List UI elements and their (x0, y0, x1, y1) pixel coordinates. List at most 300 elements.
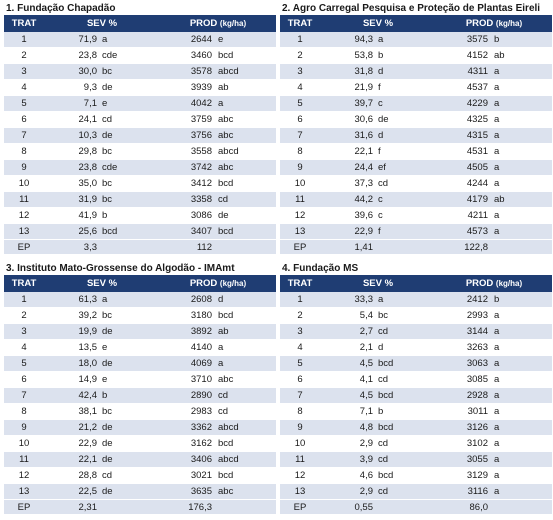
sev-letter-cell: de (102, 80, 160, 96)
results-table (4, 275, 276, 514)
sev-letter-cell: bcd (102, 224, 160, 240)
sev-value-cell: 37,3 (320, 176, 378, 192)
trat-cell: 8 (280, 144, 320, 160)
results-table (4, 15, 276, 254)
prod-letter-cell: ab (218, 80, 276, 96)
prod-letter-cell: a (494, 96, 552, 112)
sev-letter-cell: cd (378, 452, 436, 468)
table-row (4, 340, 276, 356)
prod-value-cell: 3578 (160, 64, 218, 80)
prod-value-cell: 3742 (160, 160, 218, 176)
ep-row (280, 500, 552, 515)
sev-letter-cell: a (378, 292, 436, 308)
prod-value-cell: 4315 (436, 128, 494, 144)
prod-value-cell: 4211 (436, 208, 494, 224)
sev-value-cell: 2,7 (320, 324, 378, 340)
table-row (4, 308, 276, 324)
prod-letter-cell: a (494, 128, 552, 144)
prod-letter-cell: abcd (218, 452, 276, 468)
table-row (280, 372, 552, 388)
sev-letter-cell: b (102, 388, 160, 404)
sev-letter-cell: bc (102, 404, 160, 420)
prod-letter-cell: e (218, 32, 276, 48)
panel-title: 1. Fundação Chapadão (6, 3, 116, 14)
prod-value-cell: 3407 (160, 224, 218, 240)
prod-value-cell: 3558 (160, 144, 218, 160)
table-row (4, 192, 276, 208)
prod-value-cell: 3129 (436, 468, 494, 484)
header-prod (160, 275, 276, 292)
sev-value-cell: 41,9 (44, 208, 102, 224)
prod-value-cell: 2412 (436, 292, 494, 308)
trat-cell: 7 (4, 388, 44, 404)
sev-letter-cell: bc (102, 144, 160, 160)
trat-cell: 10 (280, 176, 320, 192)
sev-value-cell: 3,9 (320, 452, 378, 468)
prod-value-cell: 2608 (160, 292, 218, 308)
sev-letter-cell: a (378, 32, 436, 48)
prod-letter-cell: a (494, 388, 552, 404)
ep-prod-blank (218, 500, 276, 515)
prod-letter-cell: a (218, 96, 276, 112)
table-row (280, 96, 552, 112)
prod-value-cell: 2928 (436, 388, 494, 404)
sev-letter-cell: bc (102, 64, 160, 80)
header-prod-unit: (kg/ha) (219, 19, 247, 28)
prod-letter-cell: bcd (218, 468, 276, 484)
ep-sev-value: 1,41 (320, 240, 378, 255)
prod-letter-cell: abcd (218, 64, 276, 80)
table-header-row (280, 275, 552, 292)
table-row (280, 224, 552, 240)
sev-letter-cell: c (378, 192, 436, 208)
ep-sev-blank (102, 240, 160, 255)
trat-cell: 1 (280, 292, 320, 308)
prod-value-cell: 3162 (160, 436, 218, 452)
table-row (4, 176, 276, 192)
sev-letter-cell: cd (102, 468, 160, 484)
sev-value-cell: 22,9 (44, 436, 102, 452)
sev-value-cell: 44,2 (320, 192, 378, 208)
sev-value-cell: 22,1 (320, 144, 378, 160)
prod-value-cell: 3063 (436, 356, 494, 372)
sev-letter-cell: de (102, 324, 160, 340)
trat-cell: 5 (4, 356, 44, 372)
sev-letter-cell: c (378, 208, 436, 224)
trat-cell: 3 (280, 324, 320, 340)
prod-value-cell: 3021 (160, 468, 218, 484)
prod-value-cell: 3126 (436, 420, 494, 436)
prod-letter-cell: a (494, 468, 552, 484)
sev-value-cell: 21,2 (44, 420, 102, 436)
prod-value-cell: 3939 (160, 80, 218, 96)
sev-value-cell: 30,6 (320, 112, 378, 128)
prod-letter-cell: a (494, 208, 552, 224)
prod-letter-cell: de (218, 208, 276, 224)
prod-letter-cell: a (494, 340, 552, 356)
prod-value-cell: 4229 (436, 96, 494, 112)
sev-value-cell: 22,9 (320, 224, 378, 240)
prod-letter-cell: a (218, 340, 276, 356)
header-prod-unit: (kg/ha) (495, 279, 523, 288)
header-prod-unit: (kg/ha) (219, 279, 247, 288)
prod-letter-cell: a (494, 308, 552, 324)
ep-label: EP (4, 240, 44, 255)
trat-cell: 13 (280, 484, 320, 500)
ep-row (280, 240, 552, 255)
prod-letter-cell: a (494, 452, 552, 468)
ep-sev-value: 0,55 (320, 500, 378, 515)
sev-value-cell: 4,6 (320, 468, 378, 484)
ep-prod-value: 112 (160, 240, 218, 255)
sev-letter-cell: a (102, 292, 160, 308)
trat-cell: 2 (4, 308, 44, 324)
prod-letter-cell: a (494, 484, 552, 500)
prod-letter-cell: cd (218, 404, 276, 420)
sev-value-cell: 4,5 (320, 388, 378, 404)
table-row (4, 468, 276, 484)
prod-letter-cell: a (494, 112, 552, 128)
header-sev: SEV % (44, 275, 160, 292)
trat-cell: 3 (4, 64, 44, 80)
header-prod (436, 15, 552, 32)
sev-letter-cell: de (102, 356, 160, 372)
sev-value-cell: 23,8 (44, 48, 102, 64)
sev-value-cell: 38,1 (44, 404, 102, 420)
sev-letter-cell: bcd (378, 388, 436, 404)
ep-label: EP (4, 500, 44, 515)
trat-cell: 4 (280, 340, 320, 356)
trat-cell: 11 (280, 192, 320, 208)
trat-cell: 10 (4, 436, 44, 452)
table-row (280, 292, 552, 308)
trat-cell: 6 (280, 372, 320, 388)
panel-title: 4. Fundação MS (282, 263, 359, 274)
prod-value-cell: 3892 (160, 324, 218, 340)
prod-value-cell: 3086 (160, 208, 218, 224)
table-row (280, 48, 552, 64)
prod-value-cell: 4179 (436, 192, 494, 208)
sev-letter-cell: cde (102, 48, 160, 64)
table-row (4, 420, 276, 436)
sev-value-cell: 2,9 (320, 436, 378, 452)
sev-letter-cell: cd (378, 484, 436, 500)
table-row (280, 452, 552, 468)
header-sev: SEV % (320, 15, 436, 32)
sev-letter-cell: b (378, 48, 436, 64)
prod-letter-cell: cd (218, 388, 276, 404)
prod-value-cell: 3710 (160, 372, 218, 388)
prod-letter-cell: bcd (218, 308, 276, 324)
trat-cell: 6 (4, 112, 44, 128)
sev-letter-cell: bcd (378, 420, 436, 436)
trat-cell: 9 (280, 160, 320, 176)
prod-value-cell: 3263 (436, 340, 494, 356)
panel-title: 3. Instituto Mato-Grossense do Algodão - IMAmt (6, 263, 235, 274)
trat-cell: 1 (4, 32, 44, 48)
prod-letter-cell: abc (218, 160, 276, 176)
sev-letter-cell: bcd (378, 468, 436, 484)
prod-letter-cell: a (494, 324, 552, 340)
prod-letter-cell: d (218, 292, 276, 308)
trat-cell: 10 (280, 436, 320, 452)
prod-value-cell: 3116 (436, 484, 494, 500)
trat-cell: 13 (280, 224, 320, 240)
sev-letter-cell: cd (378, 176, 436, 192)
table-row (280, 160, 552, 176)
prod-value-cell: 2983 (160, 404, 218, 420)
sev-value-cell: 25,6 (44, 224, 102, 240)
table-row (4, 208, 276, 224)
sev-value-cell: 28,8 (44, 468, 102, 484)
trat-cell: 8 (4, 404, 44, 420)
prod-letter-cell: a (494, 176, 552, 192)
prod-letter-cell: cd (218, 192, 276, 208)
prod-letter-cell: a (494, 160, 552, 176)
prod-letter-cell: abcd (218, 420, 276, 436)
table-row (280, 64, 552, 80)
table-row (280, 388, 552, 404)
prod-letter-cell: ab (494, 192, 552, 208)
prod-letter-cell: b (494, 292, 552, 308)
table-row (4, 128, 276, 144)
sev-value-cell: 24,4 (320, 160, 378, 176)
header-prod (436, 275, 552, 292)
sev-value-cell: 2,1 (320, 340, 378, 356)
trat-cell: 5 (280, 96, 320, 112)
prod-value-cell: 3635 (160, 484, 218, 500)
table-row (280, 208, 552, 224)
prod-value-cell: 4069 (160, 356, 218, 372)
trat-cell: 4 (280, 80, 320, 96)
prod-value-cell: 4311 (436, 64, 494, 80)
trat-cell: 7 (4, 128, 44, 144)
ep-prod-blank (494, 240, 552, 255)
sev-value-cell: 94,3 (320, 32, 378, 48)
ep-label: EP (280, 240, 320, 255)
panel-title: 2. Agro Carregal Pesquisa e Proteção de Plantas Eireli (282, 3, 541, 14)
sev-value-cell: 31,8 (320, 64, 378, 80)
results-table (280, 275, 552, 514)
sev-value-cell: 4,5 (320, 356, 378, 372)
sev-letter-cell: d (378, 64, 436, 80)
prod-letter-cell: a (494, 144, 552, 160)
trat-cell: 3 (4, 324, 44, 340)
ep-prod-value: 86,0 (436, 500, 494, 515)
sev-letter-cell: e (102, 96, 160, 112)
trat-cell: 12 (280, 208, 320, 224)
sev-letter-cell: cd (378, 324, 436, 340)
prod-letter-cell: a (494, 80, 552, 96)
prod-value-cell: 3180 (160, 308, 218, 324)
prod-value-cell: 3358 (160, 192, 218, 208)
trat-cell: 6 (280, 112, 320, 128)
header-trat: TRAT (4, 275, 44, 292)
table-row (4, 96, 276, 112)
prod-value-cell: 4505 (436, 160, 494, 176)
ep-prod-value: 122,8 (436, 240, 494, 255)
sev-value-cell: 53,8 (320, 48, 378, 64)
prod-letter-cell: ab (218, 324, 276, 340)
prod-value-cell: 4152 (436, 48, 494, 64)
sev-value-cell: 14,9 (44, 372, 102, 388)
prod-letter-cell: a (494, 404, 552, 420)
table-row (4, 160, 276, 176)
prod-value-cell: 3575 (436, 32, 494, 48)
table-row (280, 176, 552, 192)
sev-value-cell: 33,3 (320, 292, 378, 308)
table-row (280, 308, 552, 324)
trat-cell: 11 (4, 452, 44, 468)
header-sev: SEV % (44, 15, 160, 32)
trat-cell: 3 (280, 64, 320, 80)
trat-cell: 11 (4, 192, 44, 208)
table-row (4, 484, 276, 500)
trat-cell: 9 (280, 420, 320, 436)
sev-letter-cell: cde (102, 160, 160, 176)
sev-letter-cell: de (378, 112, 436, 128)
trat-cell: 13 (4, 484, 44, 500)
table-row (280, 356, 552, 372)
header-prod-label: PROD (465, 18, 494, 29)
table-row (280, 484, 552, 500)
prod-letter-cell: a (494, 64, 552, 80)
prod-letter-cell: ab (494, 48, 552, 64)
table-row (4, 64, 276, 80)
prod-value-cell: 3144 (436, 324, 494, 340)
prod-letter-cell: a (218, 356, 276, 372)
table-row (4, 404, 276, 420)
prod-value-cell: 4042 (160, 96, 218, 112)
sev-letter-cell: e (102, 372, 160, 388)
prod-value-cell: 3085 (436, 372, 494, 388)
prod-letter-cell: bcd (218, 224, 276, 240)
prod-value-cell: 3756 (160, 128, 218, 144)
prod-value-cell: 3102 (436, 436, 494, 452)
table-header-row (4, 275, 276, 292)
header-trat: TRAT (280, 15, 320, 32)
trat-cell: 4 (4, 340, 44, 356)
table-row (280, 144, 552, 160)
header-prod-label: PROD (189, 278, 218, 289)
sev-letter-cell: a (102, 32, 160, 48)
sev-value-cell: 2,9 (320, 484, 378, 500)
table-row (280, 112, 552, 128)
prod-letter-cell: b (494, 32, 552, 48)
ep-sev-value: 2,31 (44, 500, 102, 515)
prod-value-cell: 4537 (436, 80, 494, 96)
panel-imamt (4, 262, 276, 514)
trat-cell: 8 (280, 404, 320, 420)
sev-letter-cell: e (102, 340, 160, 356)
prod-value-cell: 3412 (160, 176, 218, 192)
prod-value-cell: 2993 (436, 308, 494, 324)
table-row (280, 420, 552, 436)
sev-value-cell: 7,1 (320, 404, 378, 420)
prod-letter-cell: a (494, 420, 552, 436)
table-row (280, 340, 552, 356)
sev-value-cell: 4,8 (320, 420, 378, 436)
table-row (4, 224, 276, 240)
sev-letter-cell: bc (102, 308, 160, 324)
sev-value-cell: 35,0 (44, 176, 102, 192)
table-row (280, 32, 552, 48)
table-row (4, 372, 276, 388)
sev-letter-cell: f (378, 144, 436, 160)
header-prod (160, 15, 276, 32)
prod-letter-cell: abc (218, 372, 276, 388)
prod-value-cell: 2644 (160, 32, 218, 48)
ep-prod-blank (494, 500, 552, 515)
table-row (4, 144, 276, 160)
sev-letter-cell: d (378, 340, 436, 356)
trat-cell: 1 (280, 32, 320, 48)
sev-value-cell: 29,8 (44, 144, 102, 160)
sev-letter-cell: b (102, 208, 160, 224)
trat-cell: 2 (280, 48, 320, 64)
sev-value-cell: 30,0 (44, 64, 102, 80)
sev-value-cell: 7,1 (44, 96, 102, 112)
sev-letter-cell: d (378, 128, 436, 144)
trat-cell: 2 (280, 308, 320, 324)
sev-value-cell: 24,1 (44, 112, 102, 128)
panel-fundacao-chapadao (4, 2, 276, 254)
trat-cell: 12 (4, 468, 44, 484)
prod-value-cell: 3055 (436, 452, 494, 468)
prod-value-cell: 4325 (436, 112, 494, 128)
sev-letter-cell: de (102, 484, 160, 500)
trat-cell: 12 (280, 468, 320, 484)
header-trat: TRAT (280, 275, 320, 292)
ep-sev-blank (378, 500, 436, 515)
table-row (280, 324, 552, 340)
sev-value-cell: 61,3 (44, 292, 102, 308)
sev-letter-cell: ef (378, 160, 436, 176)
sev-value-cell: 13,5 (44, 340, 102, 356)
trat-cell: 2 (4, 48, 44, 64)
sev-value-cell: 31,9 (44, 192, 102, 208)
prod-letter-cell: a (494, 356, 552, 372)
table-row (4, 292, 276, 308)
prod-letter-cell: a (494, 224, 552, 240)
prod-value-cell: 3406 (160, 452, 218, 468)
trat-cell: 5 (4, 96, 44, 112)
sev-value-cell: 19,9 (44, 324, 102, 340)
prod-value-cell: 4531 (436, 144, 494, 160)
trat-cell: 4 (4, 80, 44, 96)
sev-letter-cell: bcd (378, 356, 436, 372)
sev-letter-cell: f (378, 224, 436, 240)
trat-cell: 12 (4, 208, 44, 224)
table-row (280, 436, 552, 452)
sev-letter-cell: c (378, 96, 436, 112)
table-row (4, 80, 276, 96)
prod-letter-cell: bcd (218, 48, 276, 64)
ep-sev-blank (378, 240, 436, 255)
sev-value-cell: 10,3 (44, 128, 102, 144)
header-prod-label: PROD (465, 278, 494, 289)
sev-value-cell: 39,7 (320, 96, 378, 112)
sev-letter-cell: bc (378, 308, 436, 324)
panel-agro-carregal (280, 2, 552, 254)
sev-value-cell: 39,2 (44, 308, 102, 324)
table-header-row (280, 15, 552, 32)
trat-cell: 7 (280, 388, 320, 404)
sev-letter-cell: f (378, 80, 436, 96)
prod-letter-cell: abc (218, 128, 276, 144)
prod-value-cell: 3011 (436, 404, 494, 420)
table-row (4, 356, 276, 372)
